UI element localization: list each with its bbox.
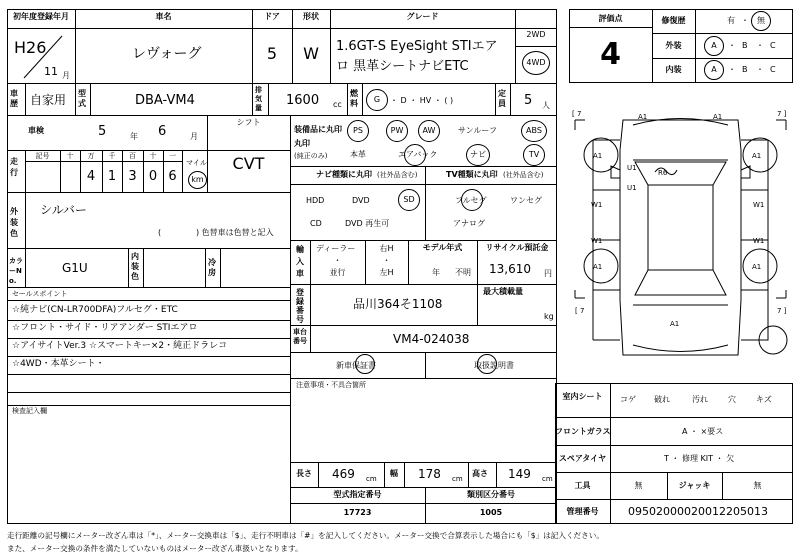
drive-2wd: 2WD: [526, 30, 546, 39]
displacement-value: 1600: [286, 93, 320, 108]
navi-cd: CD: [310, 219, 322, 228]
sales-point-item: ☆純ナビ(CN-LR700DFA)フルセグ・ETC: [12, 305, 178, 315]
length-value: 469: [332, 467, 355, 481]
fuel-g-circle: G: [366, 89, 388, 111]
diagram-a1: A1: [752, 152, 762, 160]
diagram-r6: R6: [658, 169, 668, 177]
footer-line2: また、メーター交換の条件を満たしていないものはメーター改ざん車扱いとなります。: [7, 544, 303, 553]
model-value: DBA-VM4: [135, 93, 195, 108]
height-label: 高さ: [472, 469, 488, 478]
color-no-label: カラーNo.: [9, 257, 23, 285]
repair-yes: 有: [727, 16, 735, 25]
fuel-options: ・ D ・ HV ・ ( ): [390, 96, 454, 105]
left-hand: 左H: [379, 268, 394, 277]
cooler-label: 冷房: [208, 258, 216, 277]
import-dot: ・: [333, 256, 342, 265]
glass-label: フロントガラス: [555, 427, 611, 436]
spare-label: スペアタイヤ: [558, 454, 607, 463]
inspection-year: 5: [98, 124, 107, 139]
inspection-label: 車検: [28, 126, 44, 135]
recycle-value: 13,610: [489, 262, 531, 276]
footer-line1: 走行距離の記号欄にメーター改ざん車は「*」、メーター交換車は「$」、走行不明車は「#」を記入してください。メーター交換で合算表示した場合にも「$」は記入ください。: [7, 531, 604, 540]
tv-oneseg: ワンセグ: [510, 196, 542, 205]
repair-dot: ・: [741, 16, 749, 25]
capacity-label: 定員: [498, 89, 506, 108]
height-value: 149: [508, 467, 531, 481]
airbag-label: エアバック: [398, 150, 438, 159]
interior-a-circle: A: [704, 60, 724, 80]
diagram-a1: A1: [670, 320, 680, 328]
color-no-value: G1U: [62, 261, 88, 275]
ps-circle: PS: [347, 120, 369, 142]
inspection-month-unit: 月: [190, 132, 198, 141]
type-no-value: 17723: [343, 508, 372, 517]
width-label: 幅: [390, 469, 398, 478]
length-label: 長さ: [296, 469, 312, 478]
navi-sd-circle: SD: [398, 189, 420, 211]
color-note: ) 色替車は色替と記入: [196, 228, 274, 237]
right-hand: 右H: [379, 244, 394, 253]
first-reg-label: 初年度登録年月: [13, 12, 69, 21]
model-year-unit: 年: [432, 268, 440, 277]
diagram-a1: A1: [752, 263, 762, 271]
shift-label: シフト: [236, 118, 261, 127]
tv-type-sublabel: (社外品含む): [503, 171, 544, 179]
odo-digit: 4: [86, 169, 96, 184]
tools-value: 無: [634, 481, 643, 490]
diagram-u1: U1: [627, 184, 637, 192]
diagram-a1: A1: [593, 263, 603, 271]
year-month-slash: [18, 34, 68, 82]
class-no-label: 類別区分番号: [467, 490, 515, 499]
capacity-value: 5: [524, 93, 533, 108]
import-dealer: ディーラー: [316, 244, 356, 253]
model-year-label: モデル年式: [422, 243, 463, 252]
shape: W: [303, 44, 319, 63]
import-label: 輸入車: [296, 245, 304, 278]
new-warranty-circle: [355, 354, 375, 374]
odo-col-100: 百: [129, 152, 136, 160]
interior-dot1: ・: [728, 65, 736, 74]
recycle-unit: 円: [544, 269, 552, 278]
odo-digit: 6: [168, 169, 177, 184]
model-label: 型式: [78, 89, 86, 108]
first-reg-month: 11: [44, 65, 58, 78]
diagram-seven: 7 ]: [777, 110, 787, 118]
interior-c: C: [770, 65, 776, 74]
repair-label: 修復歴: [661, 16, 686, 25]
exterior-dot2: ・: [756, 41, 764, 50]
diagram-w1: W1: [753, 237, 765, 245]
odo-col-1: 一: [169, 152, 176, 160]
color-label: 外装色: [10, 207, 18, 238]
notes-label: 注意事項・不具合箇所: [296, 381, 366, 389]
history-label: 車歴: [10, 89, 18, 108]
odo-col-10k: 万: [87, 152, 95, 160]
tv-type-label: TV種類に丸印: [446, 170, 498, 179]
displacement-label: 排気量: [255, 86, 262, 112]
glass-value: A ・ ×要ス: [682, 427, 724, 436]
odo-col-100k: 十: [66, 152, 74, 160]
diagram-a1: A1: [638, 113, 648, 121]
odometer-label: 走行: [10, 157, 18, 177]
diagram-a1: A1: [713, 113, 723, 121]
mgmt-label: 管理番号: [566, 507, 599, 516]
interior-option: 破れ: [654, 395, 670, 404]
grade-line2: ロ 黒革シートナビETC: [336, 59, 469, 74]
odo-col-10: 十: [149, 152, 157, 160]
navi-circle: ナビ: [466, 144, 490, 166]
equipment-label: 装備品に丸印: [294, 125, 342, 134]
recycle-label: リサイクル預託金: [485, 243, 549, 252]
interior-option: 穴: [728, 395, 736, 404]
diagram-a1: A1: [593, 152, 603, 160]
car-name: レヴォーグ: [132, 46, 202, 62]
model-year-unknown: 不明: [455, 268, 471, 277]
abs-circle: ABS: [521, 120, 547, 142]
inspector-label: 検査記入欄: [12, 407, 47, 415]
tv-fullseg: フルセグ: [455, 196, 487, 205]
pw-circle: PW: [386, 120, 408, 142]
inspection-month: 6: [158, 124, 167, 139]
navi-type-label: ナビ種類に丸印: [316, 170, 372, 179]
shape-label: 形状: [303, 12, 319, 21]
car-name-label: 車名: [155, 12, 172, 21]
max-load-label: 最大積載量: [483, 287, 523, 296]
color-value: シルバー: [40, 203, 87, 217]
exterior-label: 外装: [665, 41, 682, 50]
registration-label: 登録番号: [296, 288, 304, 324]
class-no-value: 1005: [479, 508, 503, 517]
interior-option: 汚れ: [692, 395, 708, 404]
exterior-c: C: [770, 41, 776, 50]
door-label: ドア: [264, 12, 280, 21]
equipment-sublabel: (純正のみ): [294, 152, 328, 160]
odo-col-1k: 千: [108, 152, 116, 160]
width-unit: cm: [452, 475, 463, 483]
diagram-seven: [ 7: [575, 307, 585, 315]
new-warranty: 新車保証書: [336, 361, 376, 370]
diagram-seven: [ 7: [572, 110, 582, 118]
repair-no-circle: 無: [751, 11, 771, 31]
navi-hdd: HDD: [306, 196, 325, 205]
diagram-w1: W1: [753, 201, 765, 209]
grade-label: グレード: [406, 12, 439, 21]
type-no-label: 型式指定番号: [333, 490, 382, 499]
odo-digit: 0: [148, 169, 158, 184]
navi-dvd: DVD: [352, 196, 370, 205]
car-damage-diagram: [563, 100, 798, 375]
inspection-year-unit: 年: [130, 132, 138, 141]
interior-option: キズ: [756, 395, 772, 404]
interior-dot2: ・: [756, 65, 764, 74]
odo-col-sign: 記号: [35, 152, 50, 160]
leather-label: 本革: [350, 150, 366, 159]
score-label: 評価点: [598, 14, 623, 23]
jack-value: 無: [753, 481, 762, 490]
diagram-w1: W1: [591, 201, 603, 209]
import-parallel: 並行: [329, 268, 346, 277]
airbag-circle: [404, 144, 426, 166]
capacity-unit: 人: [542, 101, 550, 110]
length-unit: cm: [366, 475, 377, 483]
tv-circle: TV: [523, 144, 545, 166]
sales-point-item: ☆フロント・サイド・リアアンダー STIエアロ: [12, 323, 198, 333]
odo-digit: 1: [107, 169, 117, 184]
interior-b: B: [742, 65, 748, 74]
doors: 5: [266, 44, 278, 63]
navi-dvd-play: DVD 再生可: [345, 219, 390, 228]
fuel-label: 燃料: [350, 89, 358, 108]
first-reg-year: H26: [14, 38, 47, 57]
hand-dot: ・: [382, 256, 391, 265]
usage-value: 自家用: [30, 93, 67, 107]
interior-label: 内装: [665, 65, 682, 74]
interior-color-label: 内装色: [131, 252, 139, 281]
exterior-a-circle: A: [704, 36, 724, 56]
mgmt-value: 09502000020012205013: [628, 505, 768, 518]
manual-circle: [477, 354, 497, 374]
aw-circle: AW: [418, 120, 440, 142]
width-value: 178: [418, 467, 441, 481]
shift-value: CVT: [232, 154, 265, 173]
interior-option: コゲ: [620, 395, 636, 404]
tools-label: 工具: [574, 481, 591, 490]
spare-value: T ・ 修理 KIT ・ 欠: [664, 454, 735, 463]
drive-4wd-circle: 4WD: [522, 51, 550, 75]
chassis-value: VM4-024038: [393, 332, 470, 346]
fullseg-circle: [461, 189, 483, 211]
chassis-label: 車台番号: [293, 328, 307, 345]
grade-line1: 1.6GT-S EyeSight STIエア: [336, 39, 498, 54]
exterior-b: B: [742, 41, 748, 50]
jack-label: ジャッキ: [678, 481, 711, 490]
mile-label: マイル: [186, 159, 207, 167]
sales-point-item: ☆4WD・本革シート・: [12, 359, 105, 369]
registration-value: 品川364そ1108: [353, 297, 443, 311]
diagram-seven: 7 ]: [777, 307, 787, 315]
color-note-open: (: [158, 228, 162, 237]
manual: 取扱説明書: [474, 361, 514, 370]
equipment-mark-label: 丸印: [294, 139, 310, 148]
sales-points-label: セールスポイント: [12, 290, 68, 298]
sales-point-item: ☆アイサイトVer.3 ☆スマートキー×2・純正ドラレコ: [12, 341, 228, 351]
kg-unit: kg: [544, 312, 554, 321]
odo-digit: 3: [128, 169, 137, 184]
diagram-w1: W1: [591, 237, 603, 245]
score-value: 4: [600, 37, 621, 72]
interior-seat-label: 室内シート: [562, 392, 603, 401]
diagram-u1: U1: [627, 164, 637, 172]
km-circle: km: [188, 171, 207, 189]
sunroof-label: サンルーフ: [458, 126, 497, 135]
tv-analog: アナログ: [453, 219, 485, 228]
navi-type-sublabel: (社外品含む): [377, 171, 418, 179]
exterior-dot1: ・: [728, 41, 736, 50]
height-unit: cm: [542, 475, 553, 483]
first-reg-month-unit: 月: [62, 71, 70, 80]
cc-unit: cc: [333, 100, 342, 109]
